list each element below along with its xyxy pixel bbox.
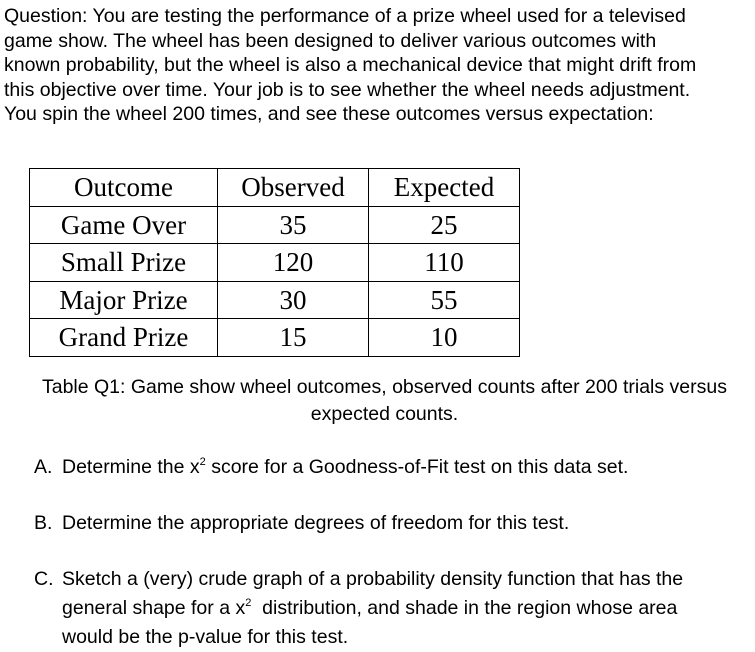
- cell-observed: 120: [218, 244, 369, 282]
- part-a-text-pre: Determine the x: [62, 456, 200, 478]
- caption-line: Table Q1: Game show wheel outcomes, observed counts after 200 trials versus: [41, 376, 727, 398]
- table-caption: [0, 374, 755, 428]
- part-c-line3: would be the p-value for this test.: [62, 626, 349, 648]
- question-text: [4, 4, 754, 127]
- part-c-line2-pre: general shape for a x: [62, 597, 246, 619]
- table-row: [30, 319, 520, 357]
- part-b: [34, 509, 749, 538]
- cell-outcome: Major Prize: [30, 281, 218, 319]
- table-header-row: [30, 169, 520, 207]
- part-a-letter: A.: [34, 456, 53, 478]
- part-c: [34, 565, 749, 652]
- cell-expected: 25: [369, 206, 520, 244]
- caption-line: expected counts.: [310, 403, 459, 425]
- header-outcome: Outcome: [30, 169, 218, 207]
- cell-observed: 15: [218, 319, 369, 357]
- header-observed: Observed: [218, 169, 369, 207]
- header-expected: Expected: [369, 169, 520, 207]
- question-line: known probability, but the wheel is also a mechanical device that might drift from: [4, 54, 697, 77]
- cell-expected: 55: [369, 281, 520, 319]
- part-c-letter: C.: [34, 568, 54, 590]
- cell-observed: 35: [218, 206, 369, 244]
- part-a-text-post: score for a Goodness-of-Fit test on this data set.: [205, 456, 629, 478]
- cell-outcome: Small Prize: [30, 244, 218, 282]
- table-row: [30, 244, 520, 282]
- part-b-letter: B.: [34, 512, 53, 534]
- outcomes-table: [29, 168, 520, 357]
- cell-outcome: Game Over: [30, 206, 218, 244]
- question-line: Question: You are testing the performance of a prize wheel used for a televised: [4, 5, 686, 27]
- part-b-text: Determine the appropriate degrees of freedom for this test.: [62, 512, 570, 534]
- part-c-line2-post: distribution, and shade in the region whose area: [251, 597, 678, 619]
- part-a-superscript: 2: [199, 456, 206, 468]
- part-c-line1: Sketch a (very) crude graph of a probability density function that has the: [62, 568, 684, 590]
- question-line: game show. The wheel has been designed to deliver various outcomes with: [4, 29, 657, 52]
- table-row: [30, 281, 520, 319]
- part-c-superscript: 2: [245, 597, 252, 609]
- question-line: You spin the wheel 200 times, and see these outcomes versus expectation:: [4, 103, 654, 126]
- cell-outcome: Grand Prize: [30, 319, 218, 357]
- part-a: [34, 453, 749, 482]
- cell-expected: 110: [369, 244, 520, 282]
- table-row: [30, 206, 520, 244]
- question-line: this objective over time. Your job is to see whether the wheel needs adjustment.: [4, 78, 691, 101]
- cell-expected: 10: [369, 319, 520, 357]
- cell-observed: 30: [218, 281, 369, 319]
